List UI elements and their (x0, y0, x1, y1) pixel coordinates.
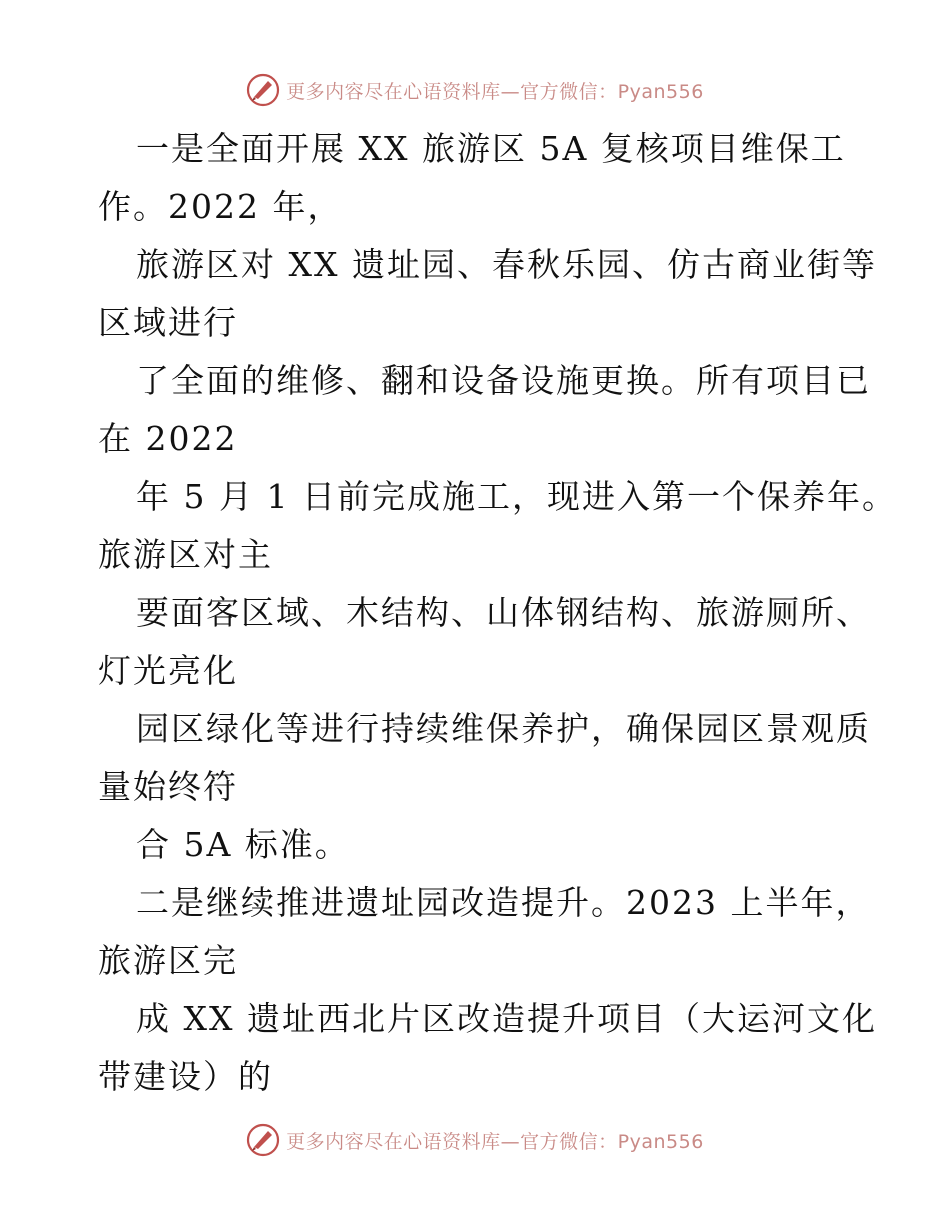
paragraph-line: 成 XX 遗址西北片区改造提升项目（大运河文化 (136, 999, 877, 1038)
paragraph-line: 旅游区对 XX 遗址园、春秋乐园、仿古商业街等 (136, 245, 877, 284)
document-body (98, 120, 897, 1106)
paragraph-line: 园区绿化等进行持续维保养护，确保园区景观质 (136, 709, 871, 748)
paragraph-line: 灯光亮化 (98, 651, 238, 690)
paragraph-line: 合 5A 标准。 (136, 825, 350, 864)
paragraph-line: 了全面的维修、翻和设备设施更换。所有项目已 (136, 361, 871, 400)
paragraph-line: 二是继续推进遗址园改造提升。2023 上半年， (136, 883, 871, 922)
header-watermark (0, 70, 950, 110)
paragraph-line: 旅游区对主 (98, 535, 273, 574)
watermark-text: 更多内容尽在心语资料库—官方微信：Pyan556 (286, 1130, 704, 1153)
paragraph-line: 区域进行 (98, 303, 238, 342)
paragraph-line: 一是全面开展 XX 旅游区 5A 复核项目维保工 (136, 129, 846, 168)
paragraph-line: 量始终符 (98, 767, 238, 806)
paragraph-line: 在 2022 (98, 419, 238, 458)
footer-watermark (0, 1120, 950, 1160)
paragraph-line: 作。2022 年， (98, 187, 343, 226)
pen-logo-icon (246, 73, 280, 107)
paragraph-line: 年 5 月 1 日前完成施工，现进入第一个保养年。 (136, 477, 897, 516)
pen-logo-icon (246, 1123, 280, 1157)
paragraph-line: 要面客区域、木结构、山体钢结构、旅游厕所、 (136, 593, 871, 632)
paragraph-line: 旅游区完 (98, 941, 238, 980)
watermark-text: 更多内容尽在心语资料库—官方微信：Pyan556 (286, 80, 704, 103)
paragraph-line: 带建设）的 (98, 1057, 273, 1096)
